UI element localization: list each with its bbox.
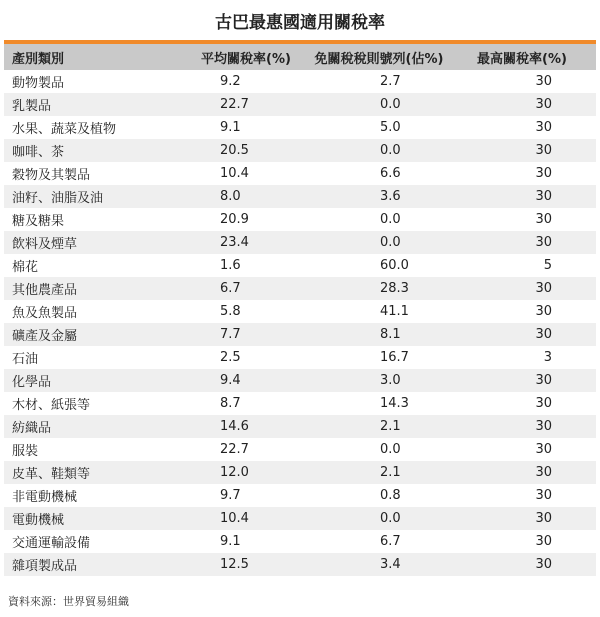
table-row: [4, 507, 596, 530]
category-cell: 交通運輸設備: [12, 536, 91, 551]
max-tariff-cell: 30: [448, 415, 596, 438]
max-tariff-cell: 30: [448, 461, 596, 484]
max-tariff-cell: 30: [535, 534, 552, 549]
category-cell: 糖及糖果: [12, 214, 65, 229]
table-row: [4, 415, 596, 438]
duty-free-cell: 0.0: [300, 507, 448, 530]
table-row: [4, 392, 596, 415]
category-cell: 乳製品: [4, 93, 152, 116]
header-category: 產別類別: [4, 44, 152, 70]
duty-free-cell: 0.0: [300, 93, 448, 116]
category-cell: 油籽、油脂及油: [4, 185, 152, 208]
average-tariff-cell: 12.0: [152, 461, 300, 484]
max-tariff-cell: 30: [448, 369, 596, 392]
category-cell: 魚及魚製品: [12, 306, 78, 321]
max-tariff-cell: 30: [448, 553, 596, 576]
average-tariff-cell: 12.5: [152, 553, 300, 576]
table-row: [4, 254, 596, 277]
category-cell: 皮革、鞋類等: [4, 461, 152, 484]
max-tariff-cell: 30: [535, 212, 552, 227]
category-cell: 穀物及其製品: [12, 168, 91, 183]
max-tariff-cell: 30: [448, 93, 596, 116]
average-tariff-cell: 6.7: [152, 277, 300, 300]
category-cell: 木材、紙張等: [12, 398, 91, 413]
max-tariff-cell: 30: [448, 185, 596, 208]
header-max-tariff: 最高關稅率(%): [448, 44, 596, 70]
max-tariff-cell: 30: [535, 396, 552, 411]
category-cell: 其他農產品: [4, 277, 152, 300]
duty-free-cell: 6.6: [380, 166, 401, 181]
duty-free-cell: 3.0: [300, 369, 448, 392]
table-row: [4, 461, 596, 484]
average-tariff-cell: 8.0: [152, 185, 300, 208]
average-tariff-cell: 14.6: [152, 415, 300, 438]
max-tariff-cell: 30: [535, 442, 552, 457]
source-note: 資料來源：世界貿易組織: [8, 595, 129, 608]
average-tariff-cell: 2.5: [220, 350, 241, 365]
table-body: [4, 70, 596, 576]
table-header-row: [4, 44, 596, 70]
category-cell: 雜項製成品: [4, 553, 152, 576]
category-cell: 飲料及煙草: [4, 231, 152, 254]
table-row: [4, 70, 596, 93]
max-tariff-cell: 30: [535, 74, 552, 89]
max-tariff-cell: 30: [535, 166, 552, 181]
duty-free-cell: 0.0: [300, 139, 448, 162]
duty-free-cell: 0.0: [380, 212, 401, 227]
table-row: [4, 530, 596, 553]
category-cell: 石油: [12, 352, 39, 367]
duty-free-cell: 2.7: [380, 74, 401, 89]
table-row: [4, 346, 596, 369]
category-cell: 化學品: [4, 369, 152, 392]
table-row: [4, 553, 596, 576]
category-cell: 非電動機械: [12, 490, 78, 505]
duty-free-cell: 5.0: [380, 120, 401, 135]
table-row: [4, 116, 596, 139]
table-row: [4, 93, 596, 116]
duty-free-cell: 0.0: [300, 231, 448, 254]
duty-free-cell: 16.7: [380, 350, 409, 365]
duty-free-cell: 3.4: [300, 553, 448, 576]
average-tariff-cell: 9.1: [220, 120, 241, 135]
category-cell: 礦產及金屬: [4, 323, 152, 346]
page-title: 古巴最惠國適用關稅率: [215, 13, 385, 33]
category-cell: 紡織品: [4, 415, 152, 438]
table-row: [4, 231, 596, 254]
max-tariff-cell: 30: [448, 231, 596, 254]
average-tariff-cell: 9.1: [220, 534, 241, 549]
max-tariff-cell: 30: [535, 120, 552, 135]
duty-free-cell: 2.1: [300, 415, 448, 438]
duty-free-cell: 3.6: [300, 185, 448, 208]
max-tariff-cell: 5: [543, 258, 552, 273]
duty-free-cell: 6.7: [380, 534, 401, 549]
tariff-table: [4, 44, 596, 576]
average-tariff-cell: 10.4: [152, 507, 300, 530]
table-row: [4, 438, 596, 461]
max-tariff-cell: 30: [448, 277, 596, 300]
average-tariff-cell: 8.7: [220, 396, 241, 411]
average-tariff-cell: 10.4: [220, 166, 249, 181]
duty-free-cell: 8.1: [300, 323, 448, 346]
duty-free-cell: 60.0: [380, 258, 409, 273]
header-average-tariff: 平均關稅率(%): [152, 44, 300, 70]
category-cell: 咖啡、茶: [4, 139, 152, 162]
average-tariff-cell: 9.7: [220, 488, 241, 503]
max-tariff-cell: 30: [448, 323, 596, 346]
average-tariff-cell: 22.7: [152, 93, 300, 116]
table-row: [4, 208, 596, 231]
category-cell: 服裝: [12, 444, 39, 459]
table-row: [4, 300, 596, 323]
header-duty-free-lines: 免關稅稅則號列(佔%): [300, 44, 448, 70]
max-tariff-cell: 30: [535, 304, 552, 319]
table-row: [4, 162, 596, 185]
average-tariff-cell: 1.6: [220, 258, 241, 273]
average-tariff-cell: 5.8: [220, 304, 241, 319]
duty-free-cell: 41.1: [380, 304, 409, 319]
duty-free-cell: 0.0: [380, 442, 401, 457]
max-tariff-cell: 3: [543, 350, 552, 365]
table-row: [4, 185, 596, 208]
category-cell: 棉花: [12, 260, 39, 275]
max-tariff-cell: 30: [448, 139, 596, 162]
table-row: [4, 139, 596, 162]
average-tariff-cell: 23.4: [152, 231, 300, 254]
average-tariff-cell: 9.4: [152, 369, 300, 392]
average-tariff-cell: 7.7: [152, 323, 300, 346]
category-cell: 水果、蔬菜及植物: [12, 122, 117, 137]
max-tariff-cell: 30: [448, 507, 596, 530]
max-tariff-cell: 30: [535, 488, 552, 503]
average-tariff-cell: 22.7: [220, 442, 249, 457]
table-row: [4, 369, 596, 392]
table-row: [4, 277, 596, 300]
duty-free-cell: 0.8: [380, 488, 401, 503]
table-row: [4, 484, 596, 507]
table-row: [4, 323, 596, 346]
category-cell: 動物製品: [12, 76, 65, 91]
duty-free-cell: 14.3: [380, 396, 409, 411]
duty-free-cell: 28.3: [300, 277, 448, 300]
average-tariff-cell: 20.5: [152, 139, 300, 162]
duty-free-cell: 2.1: [300, 461, 448, 484]
category-cell: 電動機械: [4, 507, 152, 530]
average-tariff-cell: 20.9: [220, 212, 249, 227]
average-tariff-cell: 9.2: [220, 74, 241, 89]
